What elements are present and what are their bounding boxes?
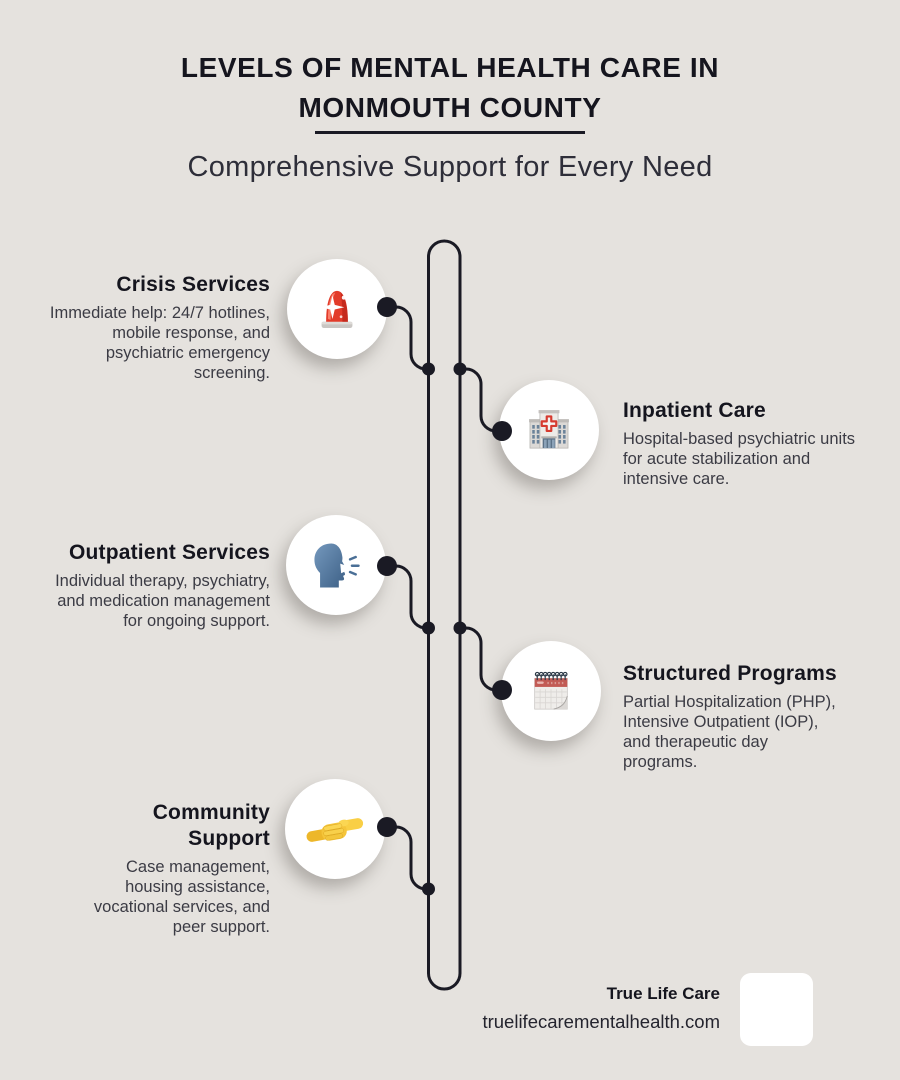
item-description: Individual therapy, psychiatry, and medication management for ongoing support. [55, 572, 270, 630]
item-description: Partial Hospitalization (PHP), Intensive Outpatient (IOP), and therapeutic day programs. [623, 693, 836, 771]
header [0, 48, 900, 184]
hospital-icon [520, 401, 578, 459]
crisis-services-item [45, 272, 270, 383]
outpatient-services-icon-circle [286, 515, 386, 615]
connector-crisis [387, 307, 429, 369]
footer [482, 984, 720, 1033]
inpatient-care-icon-circle [499, 380, 599, 480]
title-divider [315, 131, 585, 134]
item-title: Inpatient Care [623, 399, 766, 422]
crisis-services-icon-circle [287, 259, 387, 359]
item-title: Outpatient Services [68, 541, 270, 564]
website-url: truelifecarementalhealth.com [482, 1011, 720, 1032]
speaking-head-icon [306, 535, 366, 595]
connector-inpatient [460, 369, 502, 431]
item-description: Hospital-based psychiatric units for acute stabilization and intensive care. [623, 430, 856, 488]
community-support-item [70, 800, 270, 937]
item-title: Community Support [152, 801, 270, 850]
spine-dot-2 [454, 363, 467, 376]
connector-outpatient [387, 566, 429, 628]
item-description: Immediate help: 24/7 hotlines, mobile response, and psychiatric emergency screening. [49, 304, 270, 382]
spine-dot-3 [422, 622, 435, 635]
brand-name: True Life Care [606, 984, 720, 1003]
spine-capsule [429, 241, 461, 989]
item-title: Structured Programs [623, 662, 837, 685]
spine-dot-4 [454, 622, 467, 635]
spine-dot-1 [422, 363, 435, 376]
page-title-line1: LEVELS OF MENTAL HEALTH CARE IN [180, 52, 720, 83]
inpatient-care-item [623, 398, 863, 489]
community-support-icon-circle [285, 779, 385, 879]
connector-community [387, 827, 429, 889]
connector-structured [460, 628, 502, 690]
handshake-icon [304, 798, 366, 860]
item-title: Crisis Services [116, 273, 270, 296]
item-description: Case management, housing assistance, vocational services, and peer support. [93, 858, 270, 936]
structured-programs-icon-circle [501, 641, 601, 741]
page-title-line2: MONMOUTH COUNTY [298, 92, 602, 123]
outpatient-services-item [42, 540, 270, 631]
structured-programs-item [623, 661, 838, 772]
logo-placeholder [740, 973, 813, 1046]
siren-icon [308, 280, 366, 338]
spine-dot-5 [422, 883, 435, 896]
page-subtitle: Comprehensive Support for Every Need [187, 150, 713, 183]
spiral-calendar-icon [522, 662, 580, 720]
